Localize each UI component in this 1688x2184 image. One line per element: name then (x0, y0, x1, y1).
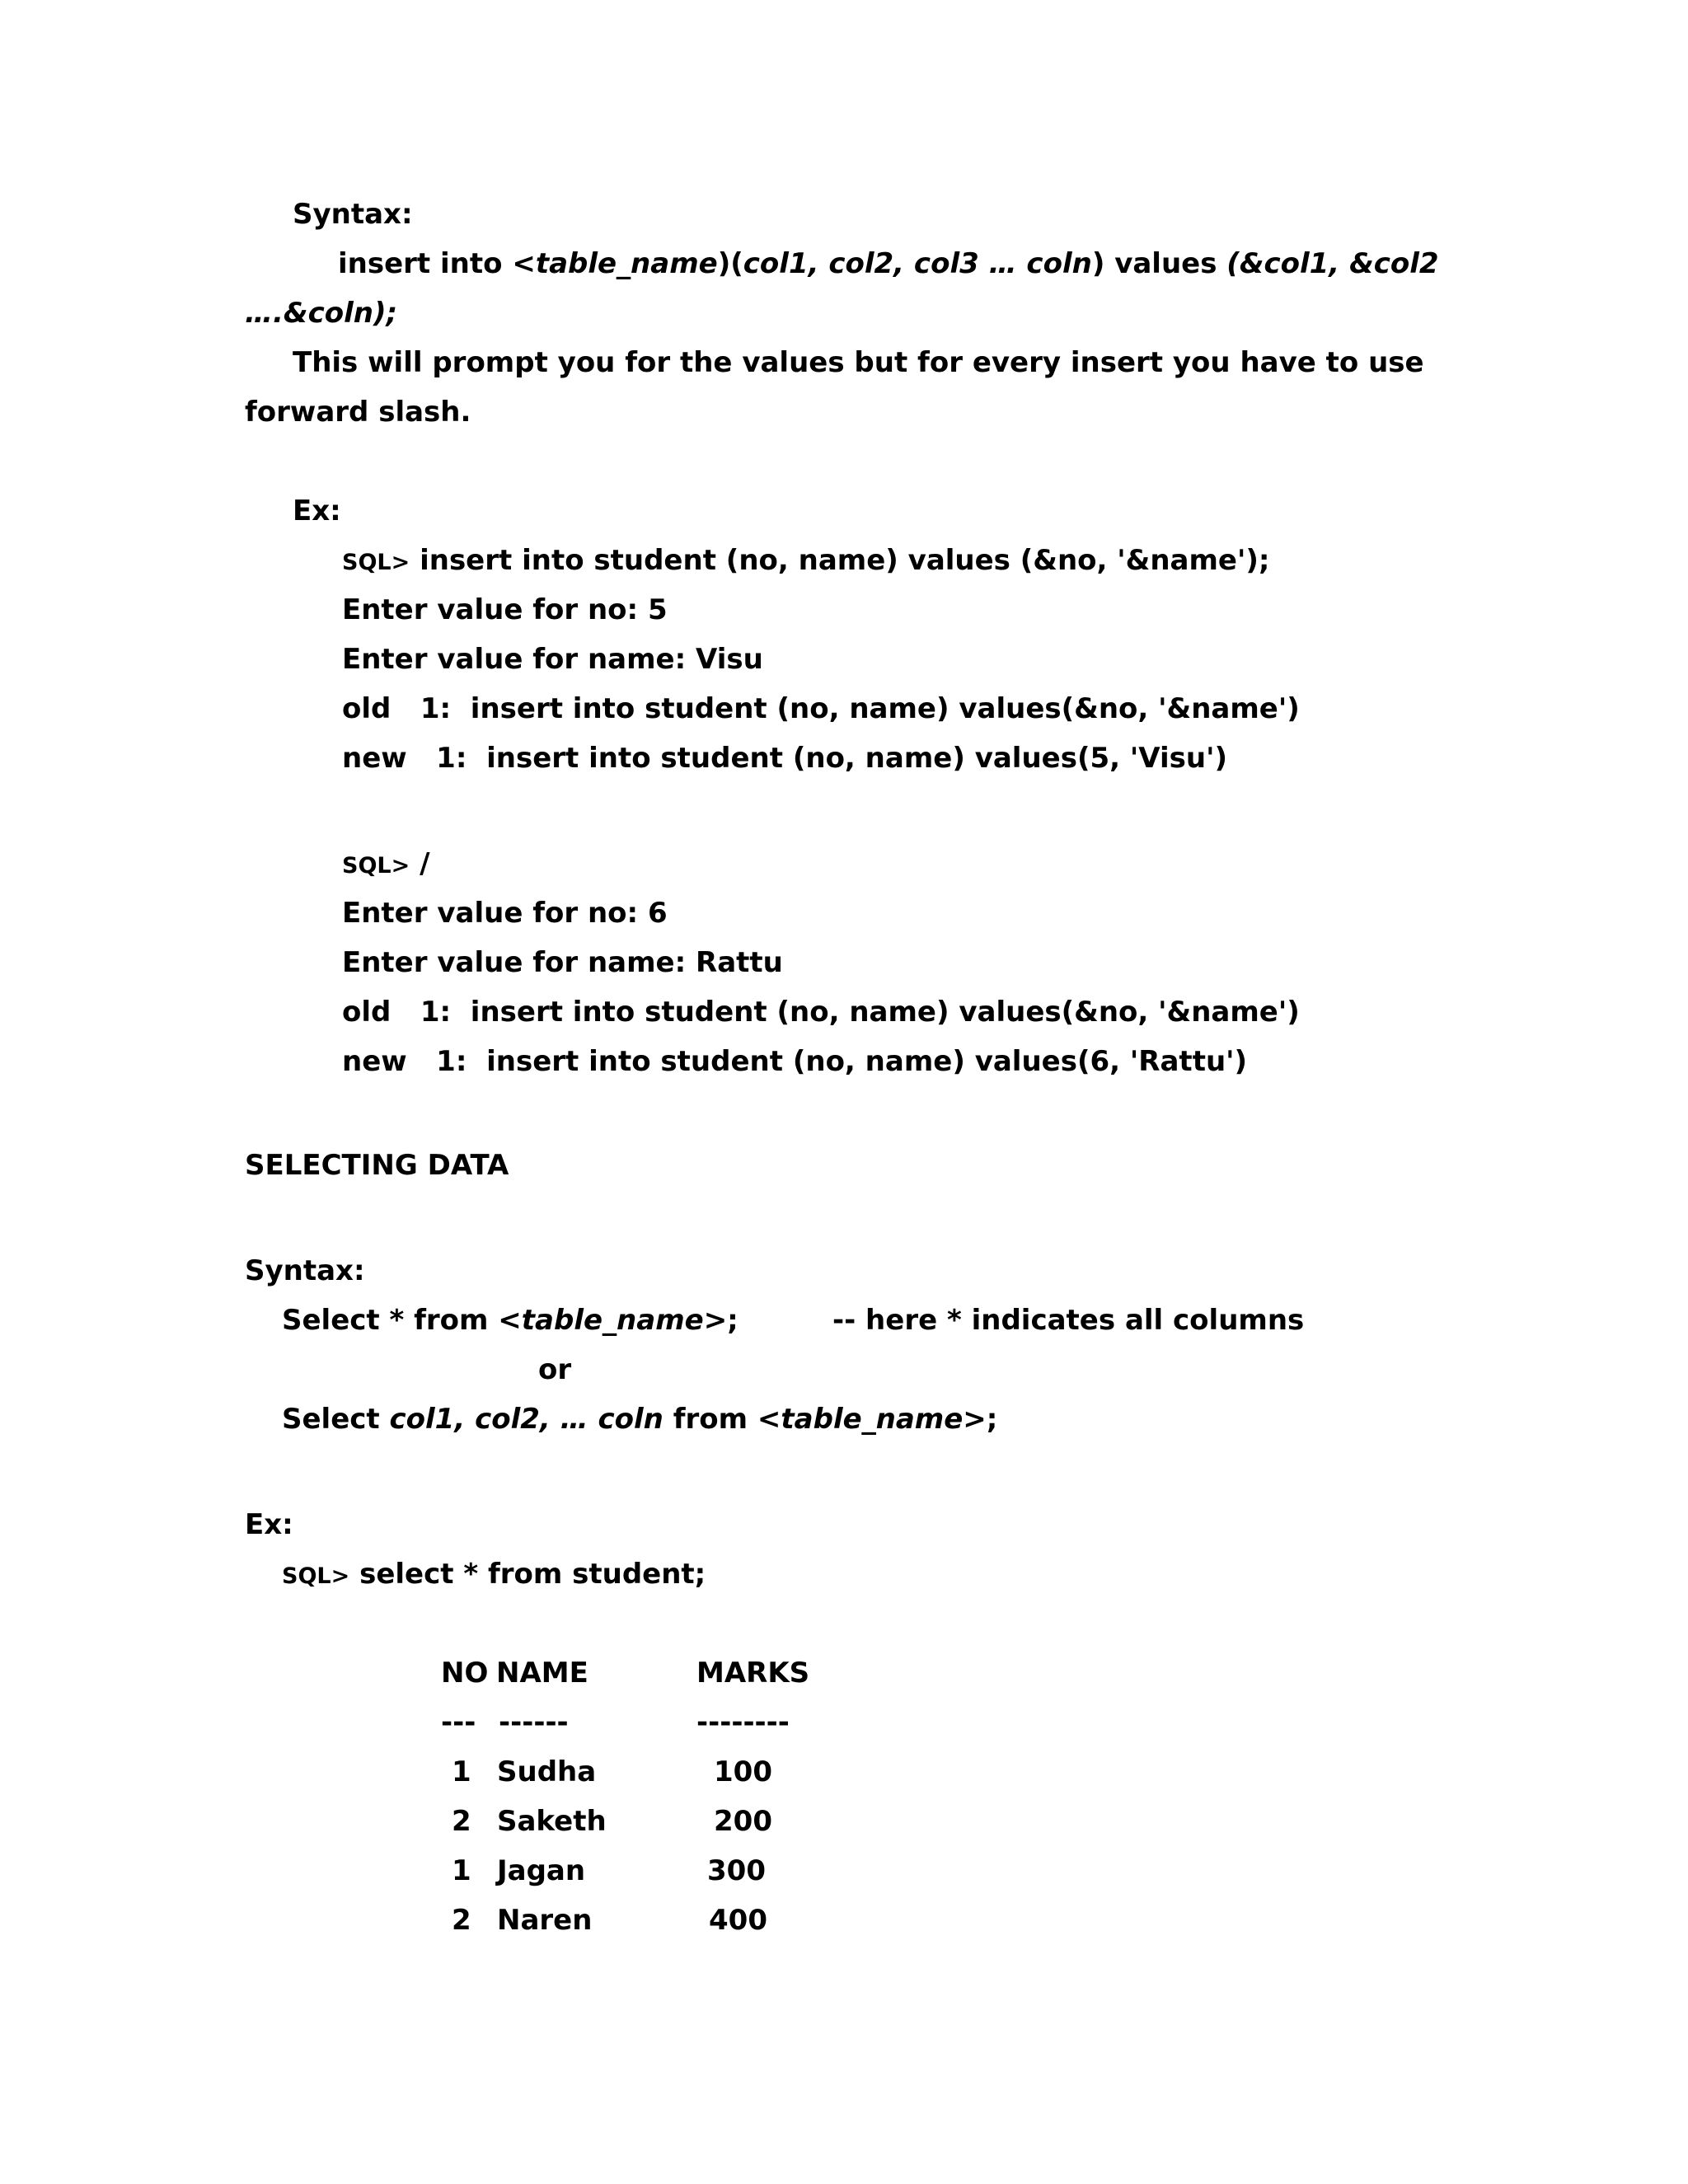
syntax-placeholder: ….&coln); (245, 297, 398, 330)
cell-name: Sudha (497, 1755, 597, 1788)
syntax-text: from < (663, 1403, 781, 1436)
syntax-text: >; (703, 1304, 738, 1337)
cell-name: Jagan (497, 1854, 586, 1887)
table-underline: -------- (696, 1706, 790, 1739)
syntax-text: >; (963, 1403, 998, 1436)
output-line: Enter value for no: 5 (342, 593, 668, 626)
syntax-label: Syntax: (293, 198, 413, 231)
sql-prompt: SQL> (282, 1563, 350, 1589)
syntax-placeholder: (&col1, &col2 (1226, 247, 1439, 280)
select-syntax-line (282, 1304, 738, 1337)
syntax-placeholder: table_name (521, 1304, 704, 1337)
sql-command: / (420, 847, 430, 880)
cell-name: Saketh (497, 1805, 607, 1838)
sql-command: select * from student; (359, 1558, 706, 1591)
syntax-comment: -- here * indicates all columns (832, 1304, 1305, 1337)
output-line: Enter value for no: 6 (342, 897, 668, 930)
syntax-text: Select (282, 1403, 390, 1436)
output-line: Enter value for name: Visu (342, 643, 763, 676)
cell-marks: 200 (714, 1805, 772, 1838)
insert-syntax-continuation (245, 297, 397, 330)
table-header-marks: MARKS (696, 1657, 810, 1690)
cell-marks: 400 (709, 1904, 767, 1937)
output-line: new 1: insert into student (no, name) values(5, 'Visu') (342, 742, 1228, 775)
sql-command: insert into student (no, name) values (&no, '&name'); (420, 544, 1270, 577)
note-line: forward slash. (245, 396, 471, 429)
syntax-label: Syntax: (245, 1254, 365, 1287)
example-label: Ex: (293, 494, 341, 527)
cell-no: 1 (452, 1854, 471, 1887)
syntax-placeholder: table_name (535, 247, 718, 280)
table-underline: --- (441, 1706, 476, 1739)
syntax-placeholder: col1, col2, … coln (389, 1403, 663, 1436)
sql-command-line (342, 847, 430, 883)
sql-prompt: SQL> (342, 550, 410, 575)
table-header-no: NO (441, 1657, 489, 1690)
sql-command-line (342, 544, 1270, 579)
syntax-placeholder: table_name (781, 1403, 964, 1436)
sql-prompt: SQL> (342, 853, 410, 879)
output-line: old 1: insert into student (no, name) values(&no, '&name') (342, 692, 1300, 725)
table-header-name: NAME (496, 1657, 588, 1690)
syntax-placeholder: col1, col2, col3 … coln (743, 247, 1092, 280)
syntax-text: Select * from < (282, 1304, 522, 1337)
output-line: Enter value for name: Rattu (342, 946, 783, 979)
cell-marks: 300 (707, 1854, 766, 1887)
note-line: This will prompt you for the values but for every insert you have to use (293, 346, 1424, 379)
syntax-text: insert into < (338, 247, 536, 280)
cell-no: 2 (452, 1904, 471, 1937)
or-text: or (538, 1353, 572, 1386)
syntax-text: ) values (1091, 247, 1227, 280)
output-line: old 1: insert into student (no, name) values(&no, '&name') (342, 996, 1300, 1029)
insert-syntax-line (338, 247, 1439, 280)
cell-name: Naren (497, 1904, 593, 1937)
cell-marks: 100 (714, 1755, 772, 1788)
section-heading: SELECTING DATA (245, 1149, 509, 1182)
table-underline: ------ (499, 1706, 569, 1739)
cell-no: 1 (452, 1755, 471, 1788)
example-label: Ex: (245, 1508, 293, 1541)
output-line: new 1: insert into student (no, name) values(6, 'Rattu') (342, 1045, 1248, 1078)
sql-command-line (282, 1558, 706, 1593)
cell-no: 2 (452, 1805, 471, 1838)
select-syntax-line (282, 1403, 997, 1436)
syntax-text: )( (717, 247, 743, 280)
